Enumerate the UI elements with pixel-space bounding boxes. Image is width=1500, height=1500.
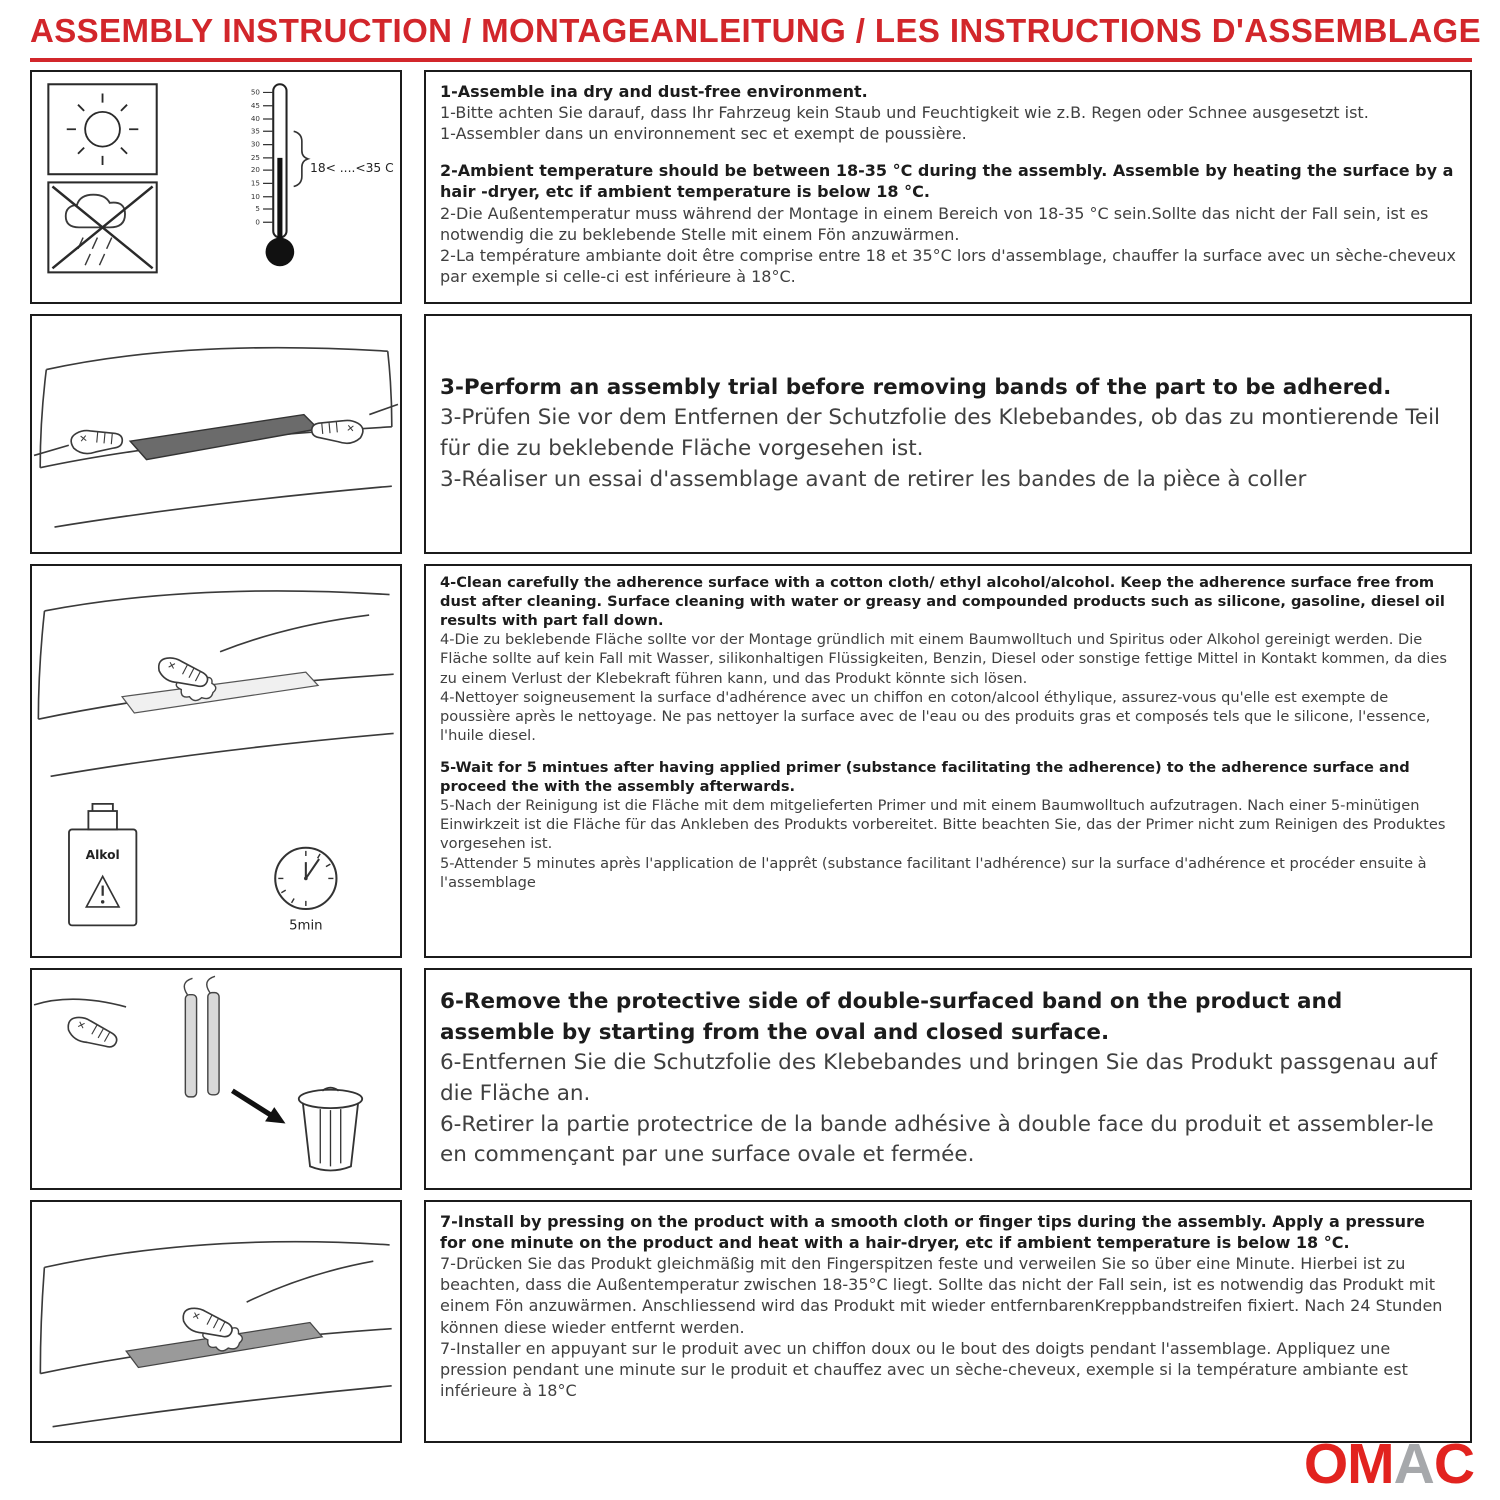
- step5-de: 5-Nach der Reinigung ist die Fläche mit dem mitgelieferten Primer und mit einem Baumwolltuch aufzutragen. Nach einer 5-minütigen Einwirkzeit ist die Fläche für das Ankleben des Produkts vorbereitet. Bitte beachten Sie, das der Primer nicht zum Reinigen des Produktes vorgesehen ist.: [440, 797, 1446, 853]
- row-environment: [30, 70, 1472, 304]
- step2-de: 2-Die Außentemperatur muss während der Montage in einem Bereich von 18-35 °C sein.Sollte das nicht der Fall sein, ist es notwendig die zu beklebende Stelle mit einem Fön anzuwärmen.: [440, 203, 1429, 244]
- step5-fr: 5-Attender 5 minutes après l'application de l'apprêt (substance facilitant l'adhérence) sur la surface d'adhérence et procéder ensuite à l'assemblage: [440, 854, 1427, 891]
- clock-label: 5min: [289, 918, 323, 934]
- trial-sketch: [32, 316, 400, 552]
- illustration-environment: [30, 70, 402, 304]
- range-brace: [294, 131, 308, 186]
- step7-en: 7-Install by pressing on the product with a smooth cloth or finger tips during the assembly. Apply a pressure for one minute on the product and heat with a hair-dryer, etc if ambient temperature is below 18 °C.: [440, 1212, 1425, 1253]
- band-removal-sketch: [32, 970, 400, 1188]
- arm-line: [34, 999, 126, 1007]
- logo-letter-c: C: [1433, 1432, 1474, 1496]
- instructions-environment: [424, 70, 1472, 304]
- step3-fr: 3-Réaliser un essai d'assemblage avant de retirer les bandes de la pièce à coller: [440, 466, 1307, 492]
- cleaning-sketch: [32, 566, 400, 956]
- instructions-band-removal: [424, 968, 1472, 1190]
- sun-icon: [48, 84, 156, 174]
- warning-triangle-icon: [86, 876, 119, 907]
- environment-sketch: [32, 72, 400, 302]
- illustration-band-removal: [30, 968, 402, 1190]
- row-trial: [30, 314, 1472, 554]
- arm-line: [220, 615, 369, 652]
- illustration-cleaning: [30, 564, 402, 958]
- arrow-icon: [232, 1091, 285, 1124]
- scale-label: 40: [250, 114, 260, 124]
- row-pressing: [30, 1200, 1472, 1443]
- step3-en: 3-Perform an assembly trial before removing bands of the part to be adhered.: [440, 374, 1392, 400]
- clock-icon: [275, 848, 336, 909]
- step6-fr: 6-Retirer la partie protectrice de la bande adhésive à double face du produit et assembler-le en commençant par une surface ovale et fermée.: [440, 1111, 1434, 1168]
- scale-label: 50: [250, 87, 260, 97]
- scale-label: 5: [255, 204, 260, 214]
- bottle-label: Alkol: [85, 848, 120, 863]
- step6-en: 6-Remove the protective side of double-surfaced band on the product and assemble by starting from the oval and closed surface.: [440, 989, 1343, 1045]
- scale-label: 0: [255, 217, 260, 227]
- row-band-removal: [30, 968, 1472, 1190]
- no-rain-icon: [48, 182, 156, 272]
- scale-label: 15: [250, 178, 260, 188]
- hand-icon: [65, 1014, 121, 1052]
- step4-fr: 4-Nettoyer soigneusement la surface d'adhérence avec un chiffon en coton/alcool éthylique, assurez-vous qu'elle est exempte de poussière après le nettoyage. Ne pas nettoyer la surface avec de l'eau ou des produits gras et composés tels que le silicone, l'essence, l'huile diesel.: [440, 688, 1431, 744]
- scale-label: 25: [250, 152, 260, 162]
- temperature-range-label: 18< ....<35 C: [310, 161, 394, 176]
- step2-en: 2-Ambient temperature should be between 18-35 °C during the assembly. Assemble by heating the surface by a hair -dryer, etc if ambient temperature is below 18 °C.: [440, 161, 1454, 202]
- sill-surface: [122, 672, 318, 713]
- step2-fr: 2-La température ambiante doit être comprise entre 18 et 35°C lors d'assemblage, chauffer la surface avec un sèche-cheveux par exemple si celle-ci est inférieure à 18°C.: [440, 245, 1456, 286]
- step1-en: 1-Assemble ina dry and dust-free environment.: [440, 82, 868, 101]
- illustration-trial: [30, 314, 402, 554]
- scale-label: 30: [250, 139, 260, 149]
- hand-icon: [311, 417, 364, 445]
- arm-line: [247, 1261, 374, 1302]
- logo-letters-om: OM: [1303, 1432, 1394, 1496]
- illustration-pressing: [30, 1200, 402, 1443]
- step6-de: 6-Entfernen Sie die Schutzfolie des Klebebandes und bringen Sie das Produkt passgenau auf die Fläche an.: [440, 1050, 1438, 1106]
- step4-de: 4-Die zu beklebende Fläche sollte vor der Montage gründlich mit einem Baumwolltuch und Spiritus oder Alkohol gereinigt werden. Die Fläche sollte auf kein Fall mit Wasser, silikonhaltigen Flüssigkeiten, Benzin, Diesel oder sonstige fettige Mittel in Kontakt kommen, da dies zu einem Verlust der Klebekraft führen kann, und das Produkt könnte sich lösen.: [440, 631, 1447, 687]
- step7-de: 7-Drücken Sie das Produkt gleichmäßig mit den Fingerspitzen feste und verweilen Sie so über eine Minute. Hierbei ist zu beachten, dass die Außentemperatur zwischen 18-35°C liegt. Sollte das nicht der Fall sein, ist es notwendig das Produkt mit einem Fön anzuwärmen. Anschliessend wird das Produkt mit wieder entfernbarenKreppbandstreifen fixiert. Nach 24 Stunden können diese wieder entfernt werden.: [440, 1254, 1443, 1337]
- trash-can-icon: [299, 1088, 362, 1171]
- scale-label: 10: [250, 191, 260, 201]
- scale-label: 20: [250, 165, 260, 175]
- hand-icon: [70, 427, 123, 455]
- pressing-sketch: [32, 1202, 400, 1441]
- sill-plate: [130, 415, 318, 460]
- adhesive-strips-icon: [184, 976, 219, 1097]
- instructions-pressing: [424, 1200, 1472, 1443]
- instructions-trial: [424, 314, 1472, 554]
- row-cleaning: [30, 564, 1472, 958]
- step1-de: 1-Bitte achten Sie darauf, dass Ihr Fahrzeug kein Staub und Feuchtigkeit wie z.B. Regen oder Schnee ausgesetzt ist.: [440, 103, 1369, 123]
- omac-logo: [1303, 1432, 1474, 1496]
- thermometer-icon: [251, 84, 394, 266]
- step7-fr: 7-Installer en appuyant sur le produit avec un chiffon doux ou le bout des doigts pendant l'assemblage. Appliquez une pression pendant une minute sur le produit et chauffez avec un sèche-cheveux, exemple si la température ambiante est inférieure à 18°C: [440, 1338, 1408, 1400]
- page-title: ASSEMBLY INSTRUCTION / MONTAGEANLEITUNG / LES INSTRUCTIONS D'ASSEMBLAGE: [30, 12, 1472, 62]
- step3-de: 3-Prüfen Sie vor dem Entfernen der Schutzfolie des Klebebandes, ob das zu montierende Teil für die zu beklebende Fläche vorgesehen ist.: [440, 405, 1441, 461]
- scale-label: 35: [250, 126, 260, 136]
- step4-en: 4-Clean carefully the adherence surface with a cotton cloth/ ethyl alcohol/alcohol. Keep the adherence surface free from dust after cleaning. Surface cleaning with water or greasy and compounded products such as silicone, gasoline, diesel oil results with part fall down.: [440, 574, 1445, 630]
- logo-letter-a: A: [1393, 1432, 1434, 1496]
- step1-fr: 1-Assembler dans un environnement sec et exempt de poussière.: [440, 124, 967, 144]
- scale-label: 45: [250, 100, 260, 110]
- step5-en: 5-Wait for 5 mintues after having applied primer (substance facilitating the adherence) to the adherence surface and proceed the with the assembly afterwards.: [440, 758, 1410, 796]
- instructions-cleaning: [424, 564, 1472, 958]
